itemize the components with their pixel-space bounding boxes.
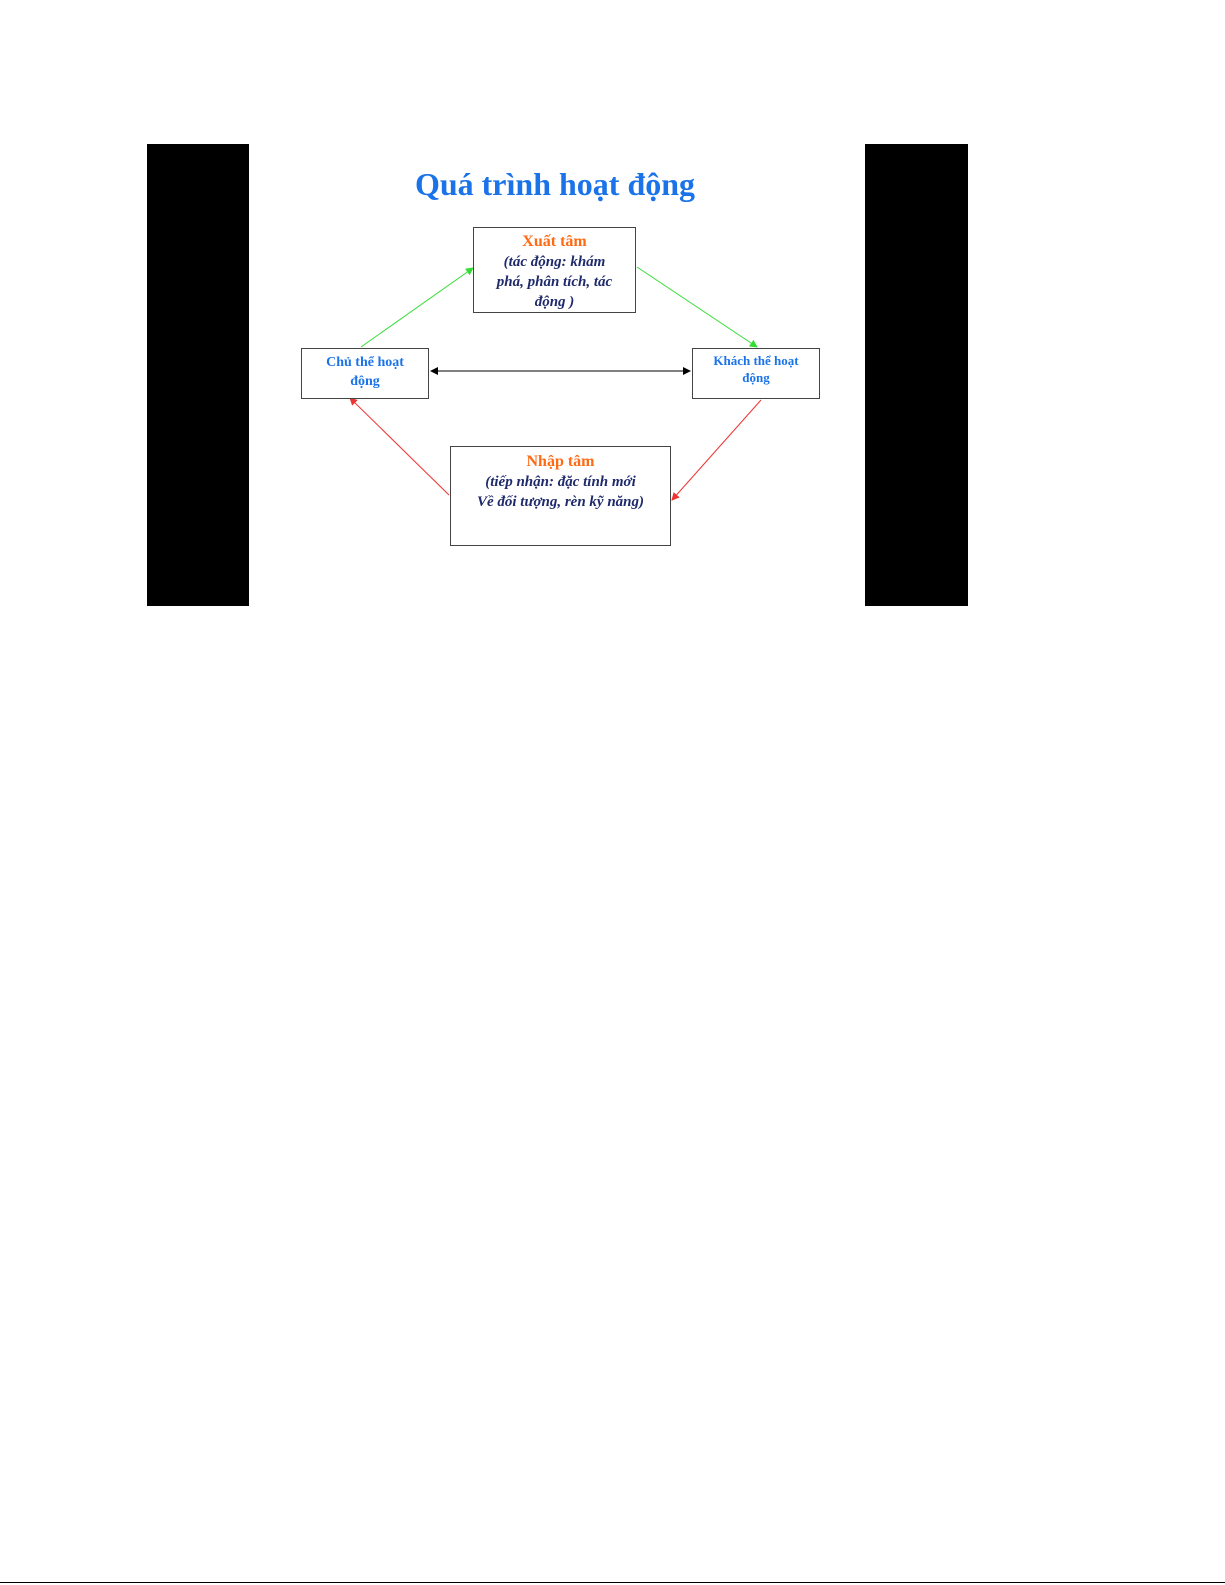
node-xuat-tam-label: Xuất tâm	[522, 233, 587, 250]
node-xuat-tam-desc-line-2: phá, phân tích, tác	[496, 274, 613, 290]
diagram-title: Quá trình hoạt động	[414, 166, 696, 202]
bottom-rule	[0, 1582, 1225, 1583]
arrow-nhap-tam-to-chu-the	[350, 398, 449, 495]
node-nhap-tam-desc-line-2: Về đối tượng, rèn kỹ năng)	[476, 494, 645, 510]
node-chu-the	[301, 348, 429, 399]
node-nhap-tam	[450, 446, 671, 546]
node-khach-the	[692, 348, 820, 399]
arrow-chu-the-to-xuat-tam	[361, 268, 473, 347]
node-khach-the-label-line-1: Khách thể hoạt	[713, 353, 799, 368]
arrow-khach-the-to-nhap-tam	[672, 400, 761, 500]
node-xuat-tam	[473, 227, 636, 313]
node-nhap-tam-label: Nhập tâm	[526, 453, 595, 470]
node-nhap-tam-desc-line-1: (tiếp nhận: đặc tính mới	[485, 474, 636, 490]
arrow-xuat-tam-to-khach-the	[637, 267, 757, 347]
node-xuat-tam-desc-line-1: (tác động: khám	[503, 254, 606, 270]
node-xuat-tam-desc-line-3: động )	[534, 294, 575, 310]
node-chu-the-label-line-2: động	[350, 374, 380, 389]
node-khach-the-label-line-2: động	[742, 370, 770, 385]
node-chu-the-label-line-1: Chủ thể hoạt	[326, 355, 404, 370]
